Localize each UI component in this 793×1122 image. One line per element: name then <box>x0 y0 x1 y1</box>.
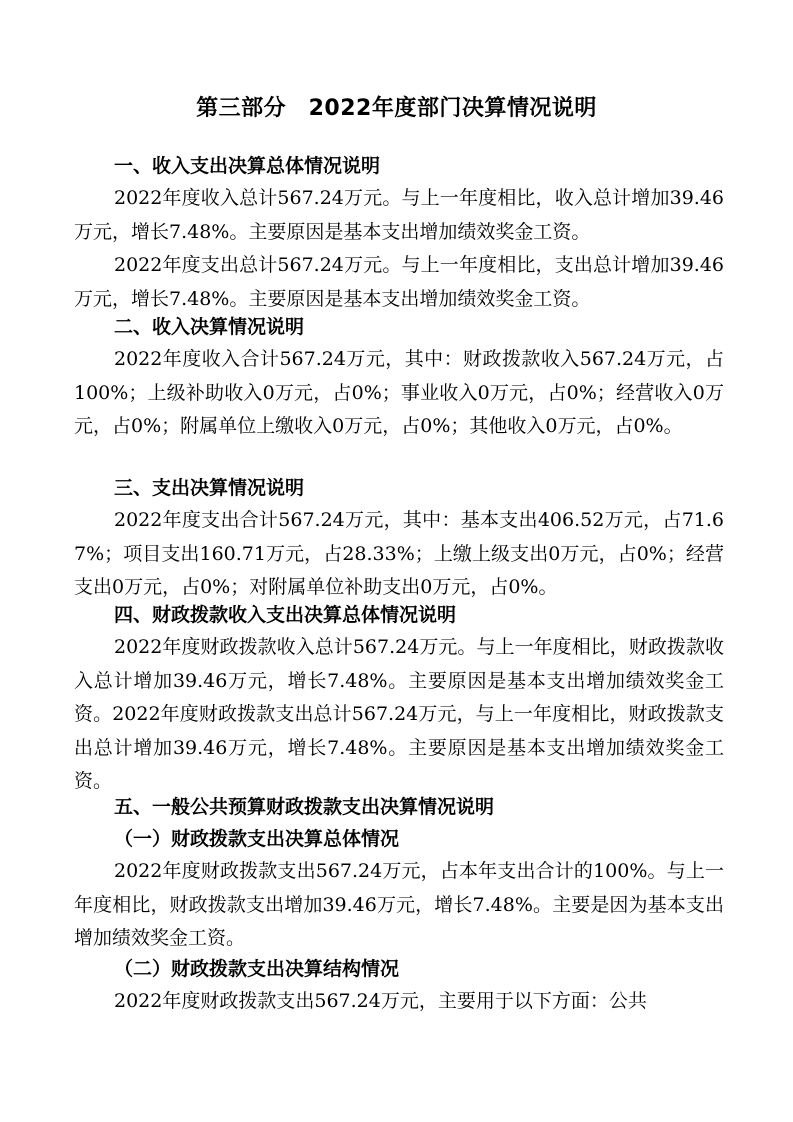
section-4 <box>74 599 724 799</box>
section-5 <box>74 791 724 823</box>
paragraph: 2022年度财政拨款支出567.24万元，主要用于以下方面：公共 <box>114 990 647 1012</box>
subsection-heading: （二）财政拨款支出决算结构情况 <box>114 958 400 980</box>
section-heading: 五、一般公共预算财政拨款支出决算情况说明 <box>114 796 495 818</box>
section-3 <box>74 472 724 605</box>
section-heading: 一、收入支出决算总体情况说明 <box>114 155 381 177</box>
section-heading: 四、财政拨款收入支出决算总体情况说明 <box>114 604 457 626</box>
subsection-2 <box>74 953 724 1019</box>
subsection-heading: （一）财政拨款支出决算总体情况 <box>114 828 400 850</box>
paragraph: 2022年度收入总计567.24万元。与上一年度相比，收入总计增加39.46万元，增长7.48%。主要原因是基本支出增加绩效奖金工资。 <box>74 187 724 243</box>
paragraph: 2022年度支出总计567.24万元。与上一年度相比，支出总计增加39.46万元，增长7.48%。主要原因是基本支出增加绩效奖金工资。 <box>74 254 724 310</box>
page-title: 第三部分 2022年度部门决算情况说明 <box>196 96 597 121</box>
section-heading: 三、支出决算情况说明 <box>114 477 305 499</box>
paragraph: 2022年度支出合计567.24万元，其中：基本支出406.52万元，占71.67%；项目支出160.71万元，占28.33%；上缴上级支出0万元，占0%；经营支出0万元，占0%；对附属单位补助支出0万元，占0%。 <box>74 509 724 598</box>
subsection-1 <box>74 823 724 956</box>
section-2 <box>74 311 724 444</box>
paragraph: 2022年度财政拨款支出567.24万元，占本年支出合计的100%。与上一年度相比，财政拨款支出增加39.46万元，增长7.48%。主要是因为基本支出增加绩效奖金工资。 <box>74 860 724 949</box>
section-1 <box>74 150 724 316</box>
paragraph: 2022年度收入合计567.24万元，其中：财政拨款收入567.24万元，占100%；上级补助收入0万元，占0%；事业收入0万元，占0%；经营收入0万元，占0%；附属单位上缴收入0万元，占0%；其他收入0万元，占0%。 <box>74 348 724 437</box>
paragraph: 2022年度财政拨款收入总计567.24万元。与上一年度相比，财政拨款收入总计增加39.46万元，增长7.48%。主要原因是基本支出增加绩效奖金工资。2022年度财政拨款支出总计567.24万元，与上一年度相比，财政拨款支出总计增加39.46万元，增长7.48%。主要原因是基本支出增加绩效奖金工资。 <box>74 636 724 792</box>
section-heading: 二、收入决算情况说明 <box>114 316 305 338</box>
